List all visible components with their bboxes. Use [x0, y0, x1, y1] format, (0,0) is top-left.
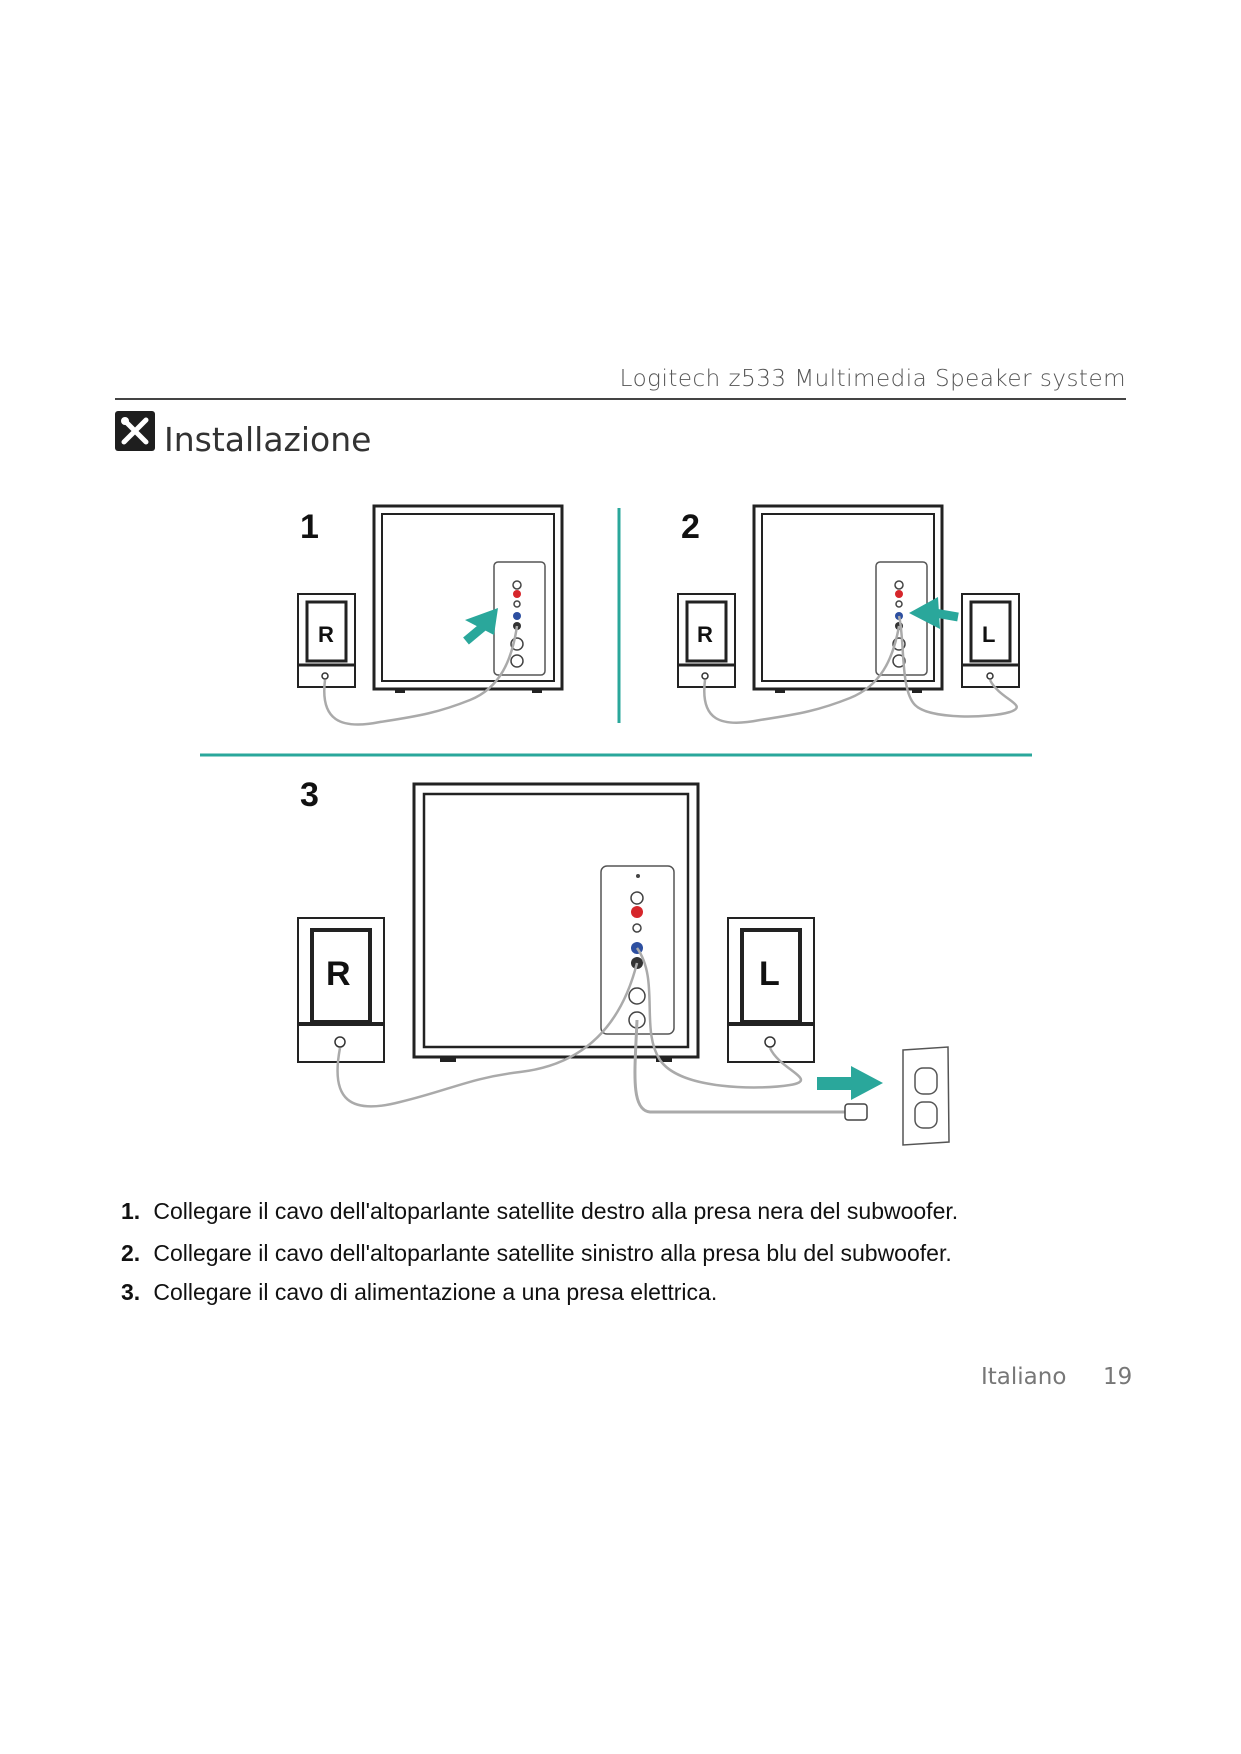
step-text: Collegare il cavo di alimentazione a una presa elettrica.: [153, 1279, 718, 1305]
step-number: 1.: [121, 1198, 141, 1224]
panel-label-3: 3: [300, 776, 319, 814]
panel-1: [298, 506, 562, 725]
subwoofer-1: [374, 506, 562, 693]
speaker-left-3: [728, 918, 814, 1062]
step-text: Collegare il cavo dell'altoparlante satellite destro alla presa nera del subwoofer.: [153, 1198, 959, 1224]
footer-language: Italiano: [981, 1364, 1067, 1390]
speaker-left-2: [962, 594, 1019, 687]
speaker-label-r-2: R: [697, 622, 713, 647]
speaker-right-2: [678, 594, 735, 687]
speaker-label-l-2: L: [982, 622, 996, 647]
speaker-label-r-3: R: [326, 955, 351, 993]
step-text: Collegare il cavo dell'altoparlante satellite sinistro alla presa blu del subwoofer.: [153, 1240, 952, 1266]
page-number: 19: [1103, 1364, 1133, 1390]
instruction-step: [121, 1240, 952, 1267]
speaker-label-l-3: L: [759, 955, 780, 993]
subwoofer-2: [754, 506, 942, 693]
instruction-step: [121, 1279, 717, 1306]
section-title: Installazione: [164, 420, 372, 459]
panel-label-2: 2: [681, 508, 700, 546]
panel-2: [678, 506, 1019, 723]
panel-label-1: 1: [300, 508, 319, 546]
power-outlet: [903, 1047, 949, 1145]
arrow-icon: [817, 1066, 883, 1100]
subwoofer-3: [414, 784, 698, 1062]
panel-3: [298, 784, 949, 1145]
step-number: 3.: [121, 1279, 141, 1305]
speaker-right-1: [298, 594, 355, 687]
instruction-step: [121, 1198, 958, 1225]
step-number: 2.: [121, 1240, 141, 1266]
power-plug: [845, 1104, 867, 1120]
speaker-right-3: [298, 918, 384, 1062]
speaker-label-r-1: R: [318, 622, 334, 647]
page-header-title: Logitech z533 Multimedia Speaker system: [619, 366, 1126, 392]
